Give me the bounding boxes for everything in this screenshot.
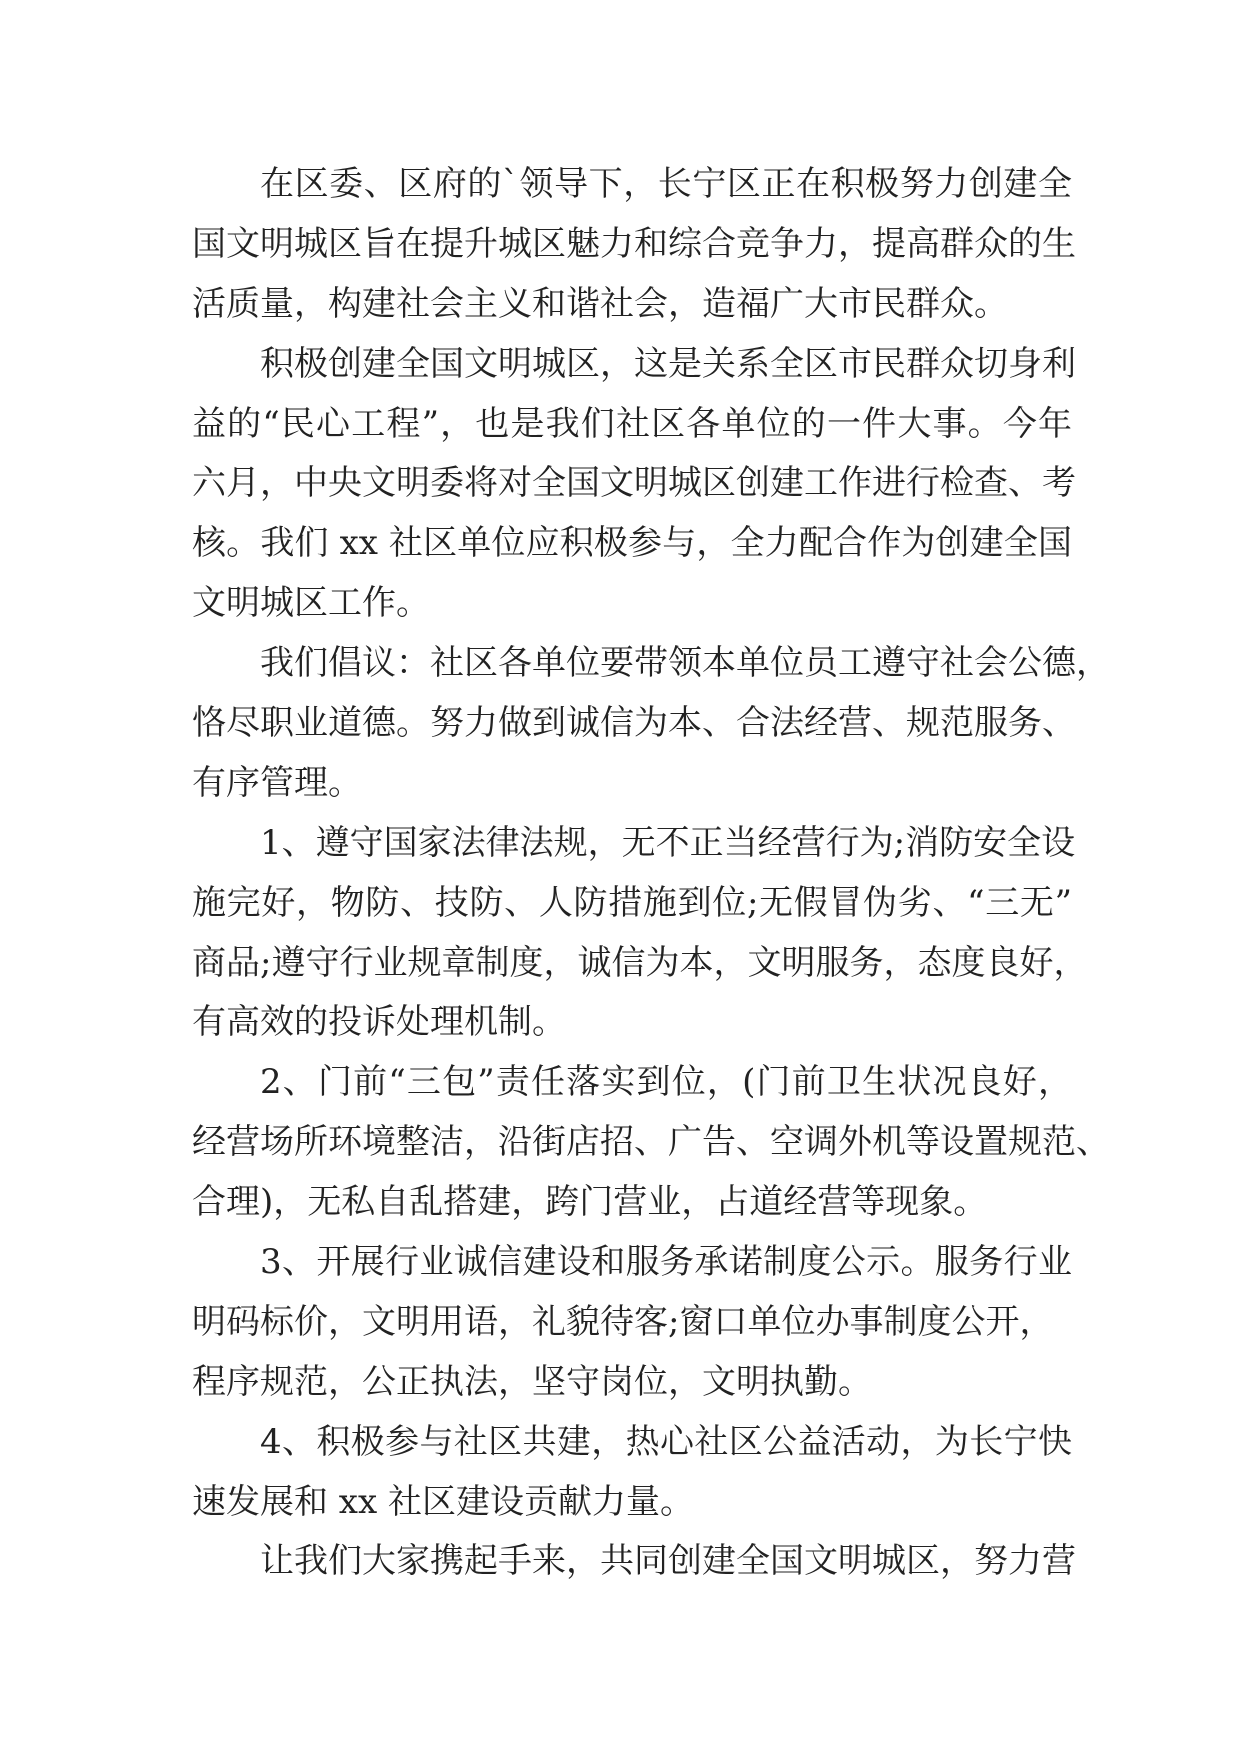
text-line: 经营场所环境整洁，沿街店招、广告、空调外机等设置规范、 [192, 1122, 1110, 1163]
text-line: 2、门前“三包”责任落实到位，(门前卫生状况良好， [260, 1062, 1072, 1103]
text-line: 六月，中央文明委将对全国文明城区创建工作进行检查、考 [192, 463, 1076, 504]
text-line: 合理)，无私自乱搭建，跨门营业，占道经营等现象。 [192, 1182, 988, 1223]
text-line: 有高效的投诉处理机制。 [192, 1002, 566, 1043]
paragraph-intro [192, 155, 1076, 335]
text-line: 活质量，构建社会主义和谐社会，造福广大市民群众。 [192, 283, 1008, 324]
list-item-4 [192, 1413, 1072, 1533]
text-line: 施完好，物防、技防、人防措施到位;无假冒伪劣、“三无” [192, 882, 1072, 923]
text-line: 恪尽职业道德。努力做到诚信为本、合法经营、规范服务、 [192, 703, 1076, 744]
text-line: 核。我们 xx 社区单位应积极参与，全力配合作为创建全国 [192, 523, 1072, 564]
text-line: 让我们大家携起手来，共同创建全国文明城区，努力营 [260, 1541, 1076, 1582]
text-line: 在区委、区府的`领导下，长宁区正在积极努力创建全 [260, 164, 1072, 204]
list-item-3 [192, 1233, 1072, 1413]
paragraph-proposal [192, 634, 1110, 814]
text-line: 商品;遵守行业规章制度，诚信为本，文明服务，态度良好， [192, 942, 1088, 983]
list-item-2 [192, 1053, 1110, 1233]
text-line: 国文明城区旨在提升城区魅力和综合竞争力，提高群众的生 [192, 223, 1076, 264]
text-line: 速发展和 xx 社区建设贡献力量。 [192, 1481, 694, 1522]
paragraph-project [192, 335, 1076, 634]
text-line: 积极创建全国文明城区，这是关系全区市民群众切身利 [260, 343, 1076, 384]
text-line: 我们倡议：社区各单位要带领本单位员工遵守社会公德， [260, 643, 1110, 684]
text-line: 明码标价，文明用语，礼貌待客;窗口单位办事制度公开， [192, 1301, 1054, 1342]
text-line: 有序管理。 [192, 762, 362, 803]
list-item-1 [192, 814, 1088, 1054]
text-line: 程序规范，公正执法，坚守岗位，文明执勤。 [192, 1361, 872, 1402]
text-line: 1、遵守国家法律法规，无不正当经营行为;消防安全设 [260, 822, 1076, 863]
text-line: 益的“民心工程”，也是我们社区各单位的一件大事。今年 [192, 403, 1072, 444]
text-line: 文明城区工作。 [192, 583, 430, 624]
text-line: 4、积极参与社区共建，热心社区公益活动，为长宁快 [260, 1421, 1072, 1462]
text-line: 3、开展行业诚信建设和服务承诺制度公示。服务行业 [260, 1242, 1072, 1283]
paragraph-closing [192, 1532, 1076, 1592]
document-body [192, 155, 1110, 1592]
